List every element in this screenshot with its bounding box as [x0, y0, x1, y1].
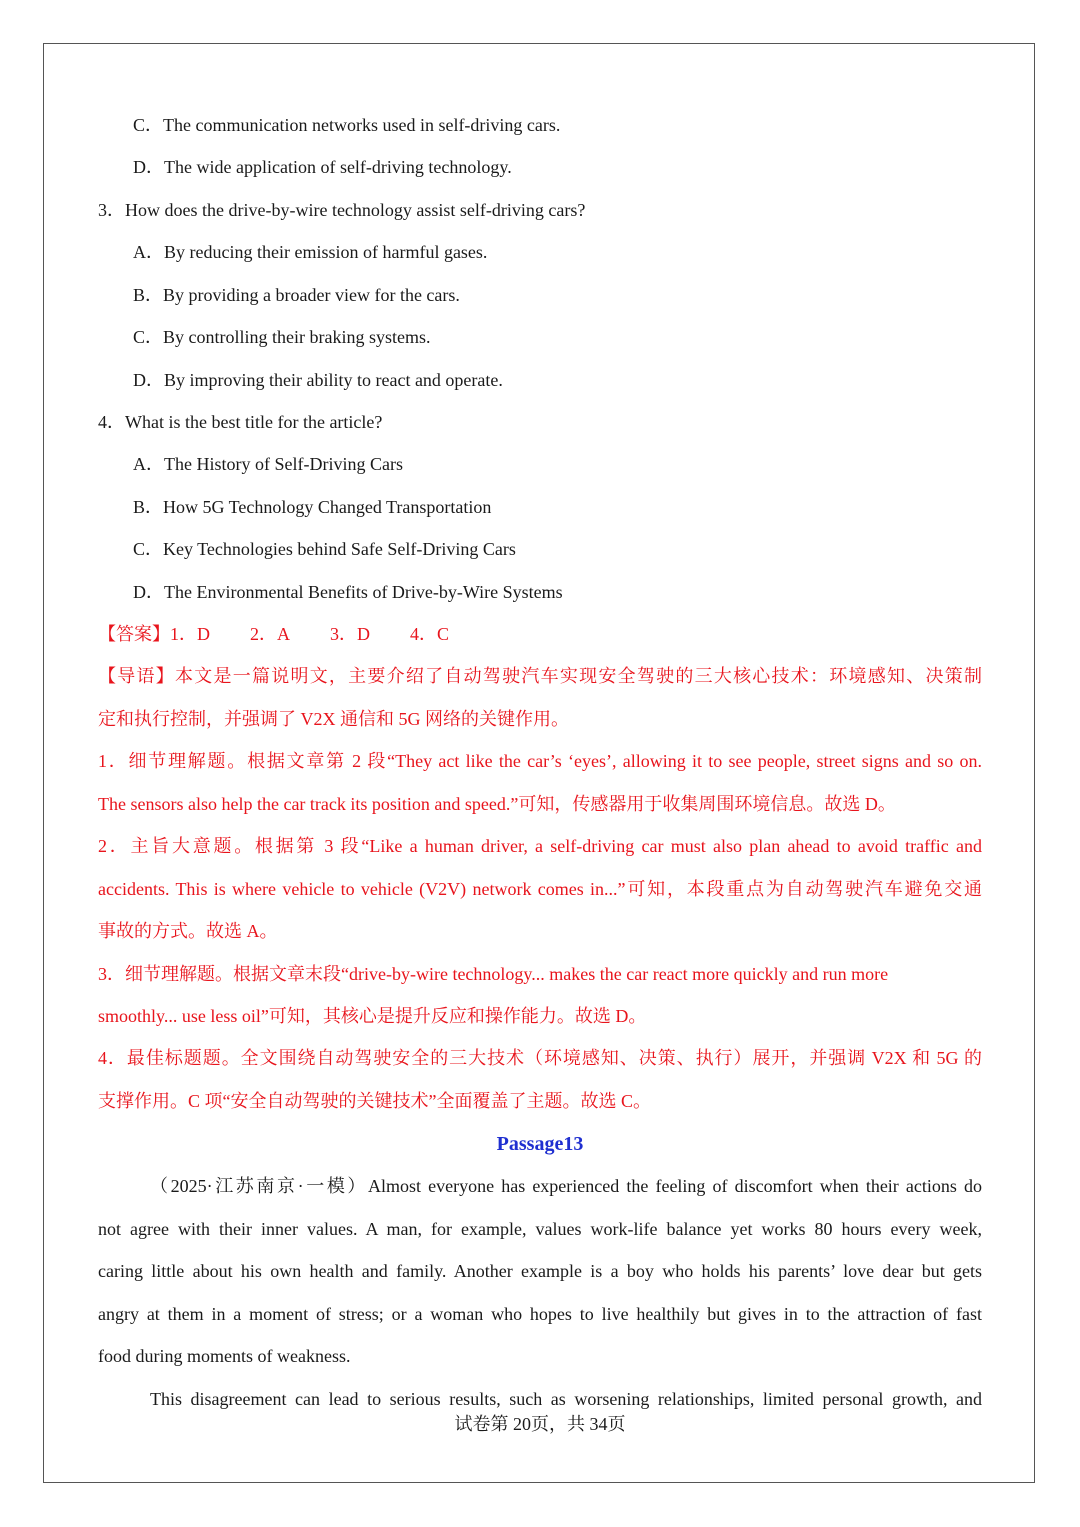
answer-item: 2．A — [250, 624, 290, 644]
passage-line: angry at them in a moment of stress; or a woman who hopes to live healthily but gives in to the attraction of fast — [98, 1304, 982, 1324]
explanation-line: 4．最佳标题题。全文围绕自动驾驶安全的三大技术（环境感知、决策、执行）展开，并强调 V2X 和 5G 的 — [98, 1048, 982, 1068]
explanation-line: accidents. This is where vehicle to vehicle (V2V) network comes in...”可知，本段重点为自动驾驶汽车避免交通 — [98, 879, 982, 899]
q3-option-a: A．By reducing their emission of harmful gases. — [133, 242, 488, 262]
passage-line: caring little about his own health and family. Another example is a boy who holds his parents’ love dear but gets — [98, 1261, 982, 1281]
passage-line: This disagreement can lead to serious results, such as worsening relationships, limited personal growth, and — [150, 1389, 982, 1409]
answer-item: 4．C — [410, 624, 450, 644]
page-footer: 试卷第 20页，共 34页 — [454, 1414, 626, 1434]
passage-line: food during moments of weakness. — [98, 1346, 351, 1366]
explanation-line: 2．主旨大意题。根据第 3 段“Like a human driver, a self-driving car must also plan ahead to avoid traffic and — [98, 836, 982, 856]
q2-option-c: C．The communication networks used in self-driving cars. — [133, 115, 561, 135]
explanation-line: 事故的方式。故选 A。 — [98, 921, 278, 941]
explanation-line: smoothly... use less oil”可知，其核心是提升反应和操作能力。故选 D。 — [98, 1006, 647, 1026]
passage-title: Passage13 — [496, 1133, 584, 1155]
explanation-line: The sensors also help the car track its position and speed.”可知，传感器用于收集周围环境信息。故选 D。 — [98, 794, 896, 814]
answer-item: 1．D — [170, 624, 210, 644]
q4-option-d: D．The Environmental Benefits of Drive-by-Wire Systems — [133, 582, 563, 602]
q4-option-a: A．The History of Self-Driving Cars — [133, 454, 403, 474]
explanation-line: 支撑作用。C 项“安全自动驾驶的关键技术”全面覆盖了主题。故选 C。 — [98, 1091, 651, 1111]
q3-stem: 3．How does the drive-by-wire technology assist self-driving cars? — [98, 200, 586, 220]
answer-label: 【答案】 — [98, 624, 170, 644]
explanation-line: 3．细节理解题。根据文章末段“drive-by-wire technology... makes the car react more quickly and run more — [98, 964, 889, 984]
q3-option-b: B．By providing a broader view for the cars. — [133, 285, 460, 305]
q4-option-c: C．Key Technologies behind Safe Self-Driving Cars — [133, 539, 516, 559]
guide-line: 【导语】本文是一篇说明文，主要介绍了自动驾驶汽车实现安全驾驶的三大核心技术：环境感知、决策制 — [98, 666, 982, 686]
q4-stem: 4．What is the best title for the article? — [98, 412, 383, 432]
explanation-line: 1．细节理解题。根据文章第 2 段“They act like the car’s ‘eyes’, allowing it to see people, street signs and so on. — [98, 751, 982, 771]
guide-line: 定和执行控制，并强调了 V2X 通信和 5G 网络的关键作用。 — [98, 709, 569, 729]
answer-item: 3．D — [330, 624, 370, 644]
q3-option-d: D．By improving their ability to react and operate. — [133, 370, 503, 390]
passage-line: not agree with their inner values. A man, for example, values work-life balance yet works 80 hours every week, — [98, 1219, 982, 1239]
q4-option-b: B．How 5G Technology Changed Transportation — [133, 497, 492, 517]
q3-option-c: C．By controlling their braking systems. — [133, 327, 431, 347]
passage-line: （2025·江苏南京·一模）Almost everyone has experienced the feeling of discomfort when their actions do — [150, 1176, 982, 1196]
answer-key — [98, 621, 449, 647]
q2-option-d: D．The wide application of self-driving technology. — [133, 157, 512, 177]
